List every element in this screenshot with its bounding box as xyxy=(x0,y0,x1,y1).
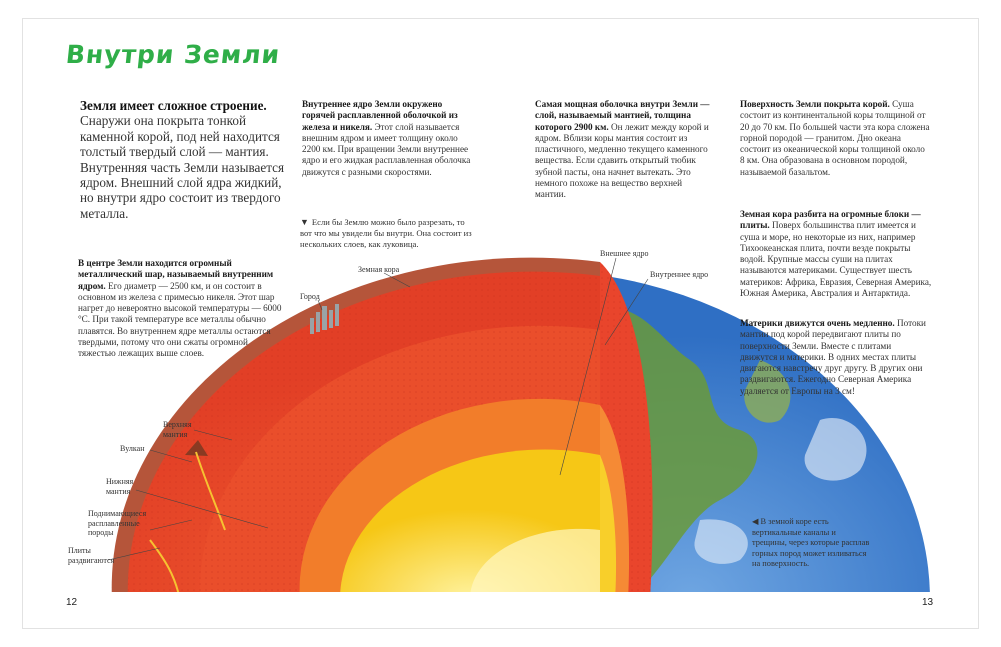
drift-body: Потоки мантии под корой передвигают плиты по поверхности Земли. Вместе с плитами движутся и материки. В одних местах плиты двигаются навстречу друг другу. В других они раздвигаются. Ежегодно Северная Америка удаляется от Европы на 3 см! xyxy=(740,318,926,396)
cracks-caption xyxy=(752,517,872,570)
page-number-right: 13 xyxy=(922,597,934,608)
inner-core-lead: В центре Земли находится огромный металлический шар, называемый внутренним ядром. xyxy=(78,258,274,291)
label-plates-apart: Плиты раздвигаются xyxy=(68,546,115,565)
label-rising-magma: Поднимающиеся расплавленные породы xyxy=(88,509,147,537)
label-lower-mantle: Нижняя мантия xyxy=(106,477,134,496)
cut-globe-caption xyxy=(300,217,475,250)
label-city: Город xyxy=(300,292,320,301)
inner-core-text xyxy=(78,258,283,360)
mantle-body: Он лежит между корой и ядром. Вблизи коры мантия состоит из пластичного, медленно текущего каменного вещества. Если сдавить открытый тюбик зубной пасты, она начнет вытекать. Это немного похоже на вещество верхней мантии. xyxy=(535,121,709,200)
mantle-lead: Самая мощная оболочка внутри Земли — слой, называемый мантией, толщина которого 2900 км. xyxy=(535,99,710,132)
label-volcano: Вулкан xyxy=(120,444,145,453)
plates-body: Поверх большинства плит имеется и суша и море, но некоторые из них, например Тихоокеанская плита, почти везде покрыты водой. Крупные массы суши на плитах называются материками. Существует шесть материков: Африка, Евразия, Северная Америка, Южная Америка, Австралия и Антарктида. xyxy=(740,220,932,299)
page-title: Внутри Земли xyxy=(64,40,282,69)
label-outer-core: Внешнее ядро xyxy=(600,249,649,258)
label-crust: Земная кора xyxy=(358,265,400,274)
crust-lead: Поверхность Земли покрыта корой. xyxy=(740,99,890,109)
label-inner-core: Внутреннее ядро xyxy=(650,270,709,279)
intro-body: Снаружи она покрыта тонкой каменной корой, под ней находится толстый твердый слой — мантия. Внутренняя часть Земли называется ядром. Внешний слой ядра жидкий, но внутри ядро состоит из твердого металла. xyxy=(80,113,285,221)
intro-lead: Земля имеет сложное строение. xyxy=(80,98,267,113)
crust-body: Суша состоит из континентальной коры толщиной от 20 до 70 км. По большей части эта кора сложена горной породой — гранитом. Дно океана состоит из океанической коры толщиной около 8 км. Она образована в основном породой, называемой базальтом. xyxy=(740,99,930,177)
triangle-down-icon: ▼ xyxy=(300,217,309,227)
triangle-left-icon: ◀ xyxy=(752,517,759,526)
intro-text xyxy=(80,98,285,221)
plates-lead: Земная кора разбита на огромные блоки — плиты. xyxy=(740,209,921,231)
drift-lead: Материки движутся очень медленно. xyxy=(740,318,895,328)
plates-text xyxy=(740,209,932,299)
cracks-caption-text: В земной коре есть вертикальные каналы и трещины, через которые расплав горных пород может изливаться на поверхность. xyxy=(752,517,870,569)
drift-text xyxy=(740,318,930,397)
outer-core-lead: Внутреннее ядро Земли окружено горячей расплавленной оболочкой из железа и никеля. xyxy=(302,99,458,132)
inner-core-body: Его диаметр — 2500 км, и он состоит в основном из железа с примесью никеля. Этот шар нагрет до невероятно высокой температуры — 6000 °С. При такой температуре все металлы обычно плавятся. Во внутреннем ядре металлы остаются твердыми, потому что они сжаты огромной тяжестью лежащих выше слоев. xyxy=(78,280,282,359)
crust-text xyxy=(740,99,930,178)
page-number-left: 12 xyxy=(66,597,78,608)
cut-globe-caption-text: Если бы Землю можно было разрезать, то вот что мы увидели бы внутри. Она состоит из нескольких слоев, как луковица. xyxy=(300,217,472,249)
outer-core-body: Этот слой называется внешним ядром и имеет толщину около 2200 км. При вращении Земли внутреннее ядро и его жидкая расплавленная оболочка движутся с разными скоростями. xyxy=(302,121,471,177)
outer-core-text xyxy=(302,99,472,178)
label-upper-mantle: Верхняя мантия xyxy=(163,420,192,439)
mantle-text xyxy=(535,99,713,201)
